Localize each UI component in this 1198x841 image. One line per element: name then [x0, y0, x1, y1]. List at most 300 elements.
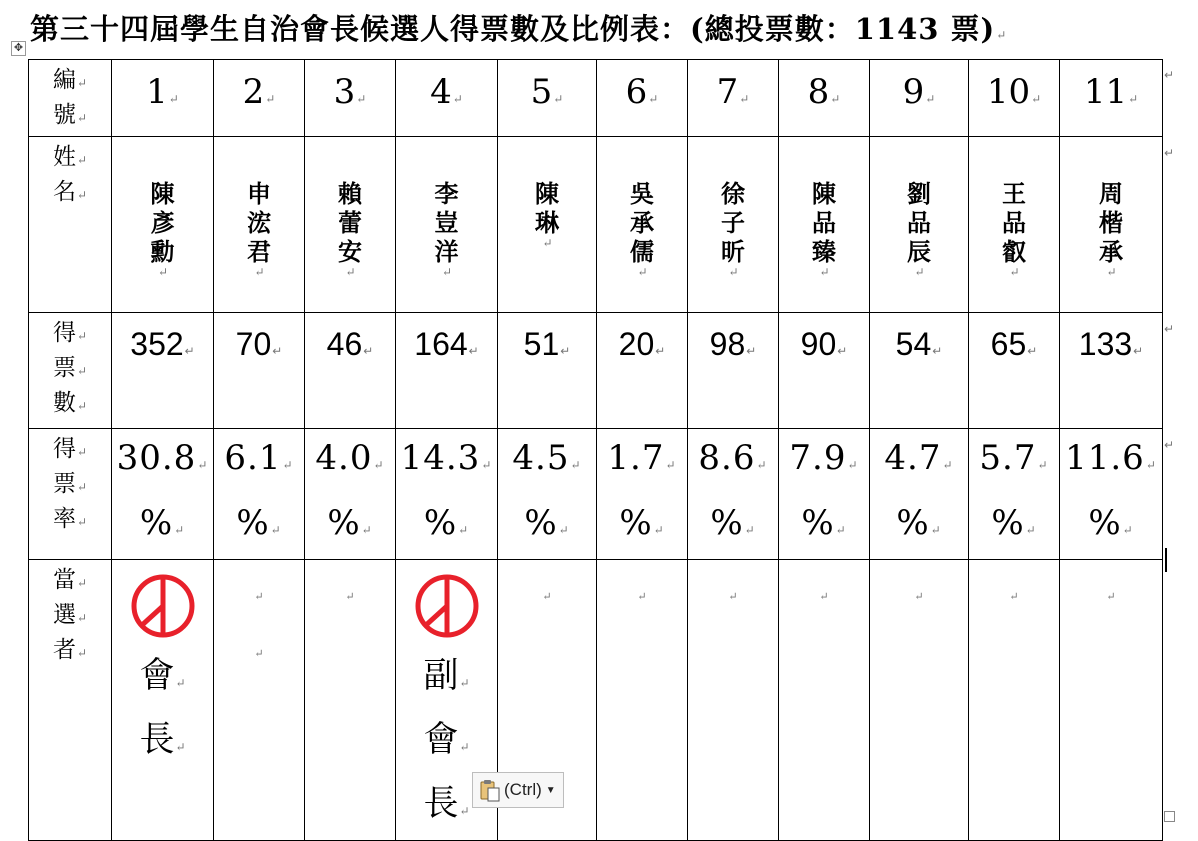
candidate-name	[305, 137, 395, 278]
candidate-name-char: 彥	[150, 208, 175, 237]
paragraph-mark: ↵	[459, 740, 470, 754]
candidate-name-char: 洋	[434, 237, 459, 266]
percent-sign: %	[236, 503, 270, 543]
paragraph-mark: ↵	[728, 590, 738, 603]
candidate-votes-text: 352	[130, 326, 184, 362]
cell-rate[interactable]	[597, 429, 688, 560]
paragraph-mark: ↵	[914, 265, 925, 279]
candidate-name-char: 王	[1002, 179, 1026, 208]
paragraph-mark: ↵	[1122, 523, 1134, 537]
row-header-char: 率	[52, 506, 76, 532]
candidate-rate-value: 14.3	[400, 438, 481, 478]
cell-number[interactable]	[112, 60, 214, 137]
cell-name[interactable]	[688, 137, 779, 313]
cell-votes[interactable]	[1060, 313, 1163, 429]
candidate-votes-text: 133	[1078, 326, 1133, 362]
candidate-number-text: 2	[242, 72, 265, 112]
paragraph-mark: ↵	[76, 364, 88, 378]
candidate-votes-text: 90	[800, 326, 837, 362]
candidate-rate-value: 7.9	[789, 438, 847, 478]
vote-stamp-icon	[129, 572, 197, 640]
cell-votes[interactable]	[969, 313, 1060, 429]
candidate-name	[396, 137, 497, 278]
percent-sign: %	[896, 503, 930, 543]
cell-name[interactable]	[112, 137, 214, 313]
paragraph-mark: ↵	[272, 344, 283, 358]
cell-elected[interactable]	[597, 560, 688, 841]
candidate-name-char: 浤	[247, 208, 271, 237]
paragraph-mark: ↵	[665, 458, 677, 472]
paragraph-mark: ↵	[452, 92, 463, 106]
candidate-rate	[969, 429, 1059, 559]
candidate-number	[112, 60, 213, 129]
candidate-number	[779, 60, 869, 129]
paragraph-mark: ↵	[1145, 458, 1157, 472]
candidate-votes-text: 20	[618, 326, 655, 362]
elected-role-char: 長	[139, 720, 175, 760]
cell-name[interactable]	[396, 137, 498, 313]
paragraph-mark: ↵	[570, 458, 582, 472]
candidate-votes-text: 164	[414, 326, 468, 362]
cell-votes[interactable]	[112, 313, 214, 429]
paragraph-mark: ↵	[930, 523, 942, 537]
paragraph-mark: ↵	[76, 611, 88, 625]
candidate-name-char: 君	[247, 237, 271, 266]
paragraph-mark: ↵	[76, 399, 88, 413]
candidate-name-char: 徐	[721, 179, 745, 208]
cell-name[interactable]	[1060, 137, 1163, 313]
paragraph-mark: ↵	[76, 445, 88, 459]
percent-sign: %	[991, 503, 1025, 543]
candidate-votes-text: 98	[709, 326, 746, 362]
candidate-number	[214, 60, 304, 129]
row-header-rate[interactable]	[29, 429, 112, 560]
candidate-rate	[870, 429, 968, 559]
row-end-mark: ↵	[1164, 68, 1175, 82]
candidate-votes	[969, 313, 1059, 380]
candidate-name-char: 儒	[630, 237, 654, 266]
candidate-votes-text: 65	[990, 326, 1027, 362]
candidate-name-char: 周	[1099, 179, 1123, 208]
cell-elected[interactable]	[214, 560, 305, 841]
candidate-number	[969, 60, 1059, 129]
candidate-number-text: 6	[625, 72, 648, 112]
paragraph-mark: ↵	[558, 523, 570, 537]
row-elected	[29, 560, 1163, 841]
cell-elected[interactable]	[305, 560, 396, 841]
candidate-name-char: 品	[1002, 208, 1026, 237]
paragraph-mark: ↵	[648, 92, 659, 106]
row-header-char: 得	[52, 436, 76, 462]
paragraph-mark: ↵	[363, 344, 374, 358]
cell-name[interactable]	[870, 137, 969, 313]
paragraph-mark: ↵	[76, 576, 88, 590]
candidate-votes	[214, 313, 304, 380]
candidate-votes	[396, 313, 497, 380]
candidate-name-char: 劉	[907, 179, 931, 208]
cell-number[interactable]	[1060, 60, 1163, 137]
candidate-name	[214, 137, 304, 278]
cell-votes[interactable]	[498, 313, 597, 429]
cell-elected[interactable]	[1060, 560, 1163, 841]
paragraph-mark: ↵	[1128, 92, 1139, 106]
candidate-votes	[1060, 313, 1162, 380]
candidate-name	[688, 137, 778, 278]
candidate-rate	[112, 429, 213, 559]
table-resize-handle[interactable]	[1164, 811, 1175, 822]
paragraph-mark: ↵	[1106, 590, 1116, 603]
cell-votes[interactable]	[305, 313, 396, 429]
cell-rate[interactable]	[1060, 429, 1163, 560]
cell-name[interactable]	[969, 137, 1060, 313]
elected-role	[396, 648, 497, 840]
candidate-name-char: 承	[1099, 237, 1123, 266]
row-end-mark: ↵	[1164, 322, 1175, 336]
candidate-name-char: 臻	[812, 237, 836, 266]
candidate-number-text: 8	[807, 72, 830, 112]
candidate-rate	[597, 429, 687, 559]
cell-elected[interactable]	[870, 560, 969, 841]
paragraph-mark: ↵	[184, 344, 195, 358]
paragraph-mark: ↵	[468, 344, 479, 358]
cell-number[interactable]	[498, 60, 597, 137]
candidate-number	[396, 60, 497, 129]
elected-role-char: 會	[423, 720, 459, 760]
row-header-char: 票	[52, 355, 76, 381]
cell-number[interactable]	[969, 60, 1060, 137]
cell-rate[interactable]	[779, 429, 870, 560]
cell-number[interactable]	[688, 60, 779, 137]
candidate-number	[688, 60, 778, 129]
candidate-name-char: 陳	[812, 179, 836, 208]
percent-sign: %	[327, 503, 361, 543]
candidate-votes	[305, 313, 395, 380]
candidate-name-char: 琳	[535, 208, 559, 237]
paragraph-mark: ↵	[914, 590, 924, 603]
percent-sign: %	[524, 503, 558, 543]
paragraph-mark: ↵	[459, 676, 470, 690]
paragraph-mark: ↵	[925, 92, 936, 106]
row-header-char: 姓	[52, 144, 76, 170]
row-header-char: 名	[52, 179, 76, 205]
percent-sign: %	[1088, 503, 1122, 543]
cell-number[interactable]	[305, 60, 396, 137]
candidate-name-char: 吳	[630, 179, 654, 208]
candidate-name-char: 陳	[535, 179, 559, 208]
row-header-elected[interactable]	[29, 560, 112, 841]
candidate-number-text: 5	[530, 72, 553, 112]
candidate-name-char: 陳	[150, 179, 175, 208]
cell-rate[interactable]	[396, 429, 498, 560]
cell-number[interactable]	[870, 60, 969, 137]
candidate-rate	[214, 429, 304, 559]
candidate-name	[112, 137, 213, 278]
candidate-number	[305, 60, 395, 129]
row-end-mark: ↵	[1164, 438, 1175, 452]
candidate-rate	[498, 429, 596, 559]
candidate-number	[1060, 60, 1162, 129]
cell-rate[interactable]	[969, 429, 1060, 560]
candidate-rate-value: 6.1	[224, 438, 282, 478]
cell-name[interactable]	[305, 137, 396, 313]
cell-rate[interactable]	[870, 429, 969, 560]
candidate-name-char: 品	[812, 208, 836, 237]
percent-sign: %	[139, 503, 174, 543]
candidate-votes-text: 46	[326, 326, 363, 362]
cell-elected[interactable]	[112, 560, 214, 841]
cell-elected[interactable]	[779, 560, 870, 841]
candidate-number-text: 9	[902, 72, 925, 112]
paragraph-mark: ↵	[481, 458, 493, 472]
paragraph-mark: ↵	[373, 458, 385, 472]
paragraph-mark: ↵	[1025, 523, 1037, 537]
paragraph-mark: ↵	[459, 804, 470, 818]
paragraph-mark: ↵	[542, 236, 553, 250]
paragraph-mark: ↵	[76, 480, 88, 494]
cell-rate[interactable]	[112, 429, 214, 560]
vote-results-table	[28, 59, 1163, 841]
cell-rate[interactable]	[214, 429, 305, 560]
candidate-name-char: 安	[338, 237, 362, 266]
elected-role	[112, 648, 213, 776]
row-header-char: 者	[52, 637, 76, 663]
paragraph-mark: ↵	[942, 458, 954, 472]
cell-name[interactable]	[214, 137, 305, 313]
candidate-name-char: 楷	[1099, 208, 1123, 237]
candidate-name	[779, 137, 869, 278]
paragraph-mark: ↵	[637, 590, 647, 603]
candidate-name-char: 辰	[907, 237, 931, 266]
candidate-name-char: 李	[434, 179, 459, 208]
candidate-votes-text: 54	[895, 326, 932, 362]
paragraph-mark: ↵	[819, 590, 829, 603]
candidate-votes	[779, 313, 869, 380]
cell-elected[interactable]	[969, 560, 1060, 841]
paragraph-mark: ↵	[1133, 344, 1144, 358]
candidate-number	[870, 60, 968, 129]
candidate-number-text: 3	[333, 72, 356, 112]
candidate-rate-value: 4.0	[315, 438, 373, 478]
candidate-rate-value: 5.7	[979, 438, 1037, 478]
paragraph-mark: ↵	[254, 647, 264, 660]
paragraph-mark: ↵	[655, 344, 666, 358]
candidate-rate-value: 30.8	[116, 438, 197, 478]
paragraph-mark: ↵	[76, 111, 88, 125]
candidate-name-char: 叡	[1002, 237, 1026, 266]
cell-votes[interactable]	[688, 313, 779, 429]
cell-elected[interactable]	[688, 560, 779, 841]
vote-stamp-icon	[413, 572, 481, 640]
cell-votes[interactable]	[779, 313, 870, 429]
candidate-name	[597, 137, 687, 278]
elected-role-char: 長	[423, 784, 459, 824]
paste-options-button[interactable]	[472, 772, 564, 808]
cell-name[interactable]	[498, 137, 597, 313]
candidate-name	[870, 137, 968, 278]
cell-number[interactable]	[779, 60, 870, 137]
percent-sign: %	[710, 503, 744, 543]
paragraph-mark: ↵	[76, 329, 88, 343]
candidate-name-char: 申	[247, 179, 271, 208]
candidate-number-text: 10	[986, 72, 1031, 112]
chevron-down-icon: ▼	[545, 784, 556, 796]
paragraph-mark: ↵	[739, 92, 750, 106]
paragraph-mark: ↵	[835, 523, 847, 537]
paragraph-mark: ↵	[157, 265, 169, 279]
row-header-votes[interactable]	[29, 313, 112, 429]
paragraph-mark: ↵	[441, 265, 453, 279]
paragraph-mark: ↵	[819, 265, 830, 279]
paragraph-mark: ↵	[76, 188, 88, 202]
candidate-votes	[870, 313, 968, 380]
cell-votes[interactable]	[214, 313, 305, 429]
row-header-name[interactable]	[29, 137, 112, 313]
paragraph-mark: ↵	[1009, 265, 1020, 279]
paragraph-mark: ↵	[637, 265, 648, 279]
paragraph-mark: ↵	[282, 458, 294, 472]
cell-votes[interactable]	[597, 313, 688, 429]
percent-sign: %	[801, 503, 835, 543]
cell-votes[interactable]	[396, 313, 498, 429]
candidate-rate-value: 11.6	[1065, 438, 1145, 478]
candidate-votes-text: 51	[523, 326, 560, 362]
candidate-name	[969, 137, 1059, 278]
cell-rate[interactable]	[688, 429, 779, 560]
paragraph-mark: ↵	[197, 458, 209, 472]
paragraph-mark: ↵	[837, 344, 848, 358]
paragraph-mark: ↵	[175, 740, 186, 754]
paragraph-mark: ↵	[254, 590, 264, 603]
clipboard-icon	[479, 778, 501, 802]
paragraph-mark: ↵	[553, 92, 564, 106]
paragraph-mark: ↵	[1106, 265, 1117, 279]
paragraph-mark: ↵	[1027, 344, 1038, 358]
paragraph-mark: ↵	[744, 523, 756, 537]
row-number	[29, 60, 1163, 137]
candidate-rate	[305, 429, 395, 559]
paragraph-mark: ↵	[361, 523, 373, 537]
paragraph-mark: ↵	[1037, 458, 1049, 472]
row-header-char: 號	[52, 102, 76, 128]
candidate-number-text: 4	[430, 72, 452, 112]
cell-votes[interactable]	[870, 313, 969, 429]
paragraph-mark: ↵	[76, 646, 88, 660]
elected-role-char: 會	[139, 656, 175, 696]
candidate-rate-value: 1.7	[607, 438, 665, 478]
paragraph-mark: ↵	[1031, 92, 1042, 106]
cell-number[interactable]	[214, 60, 305, 137]
paragraph-mark: ↵	[356, 92, 367, 106]
paragraph-mark: ↵	[76, 515, 88, 529]
paragraph-mark: ↵	[168, 92, 179, 106]
row-header-char: 編	[52, 67, 76, 93]
row-header-char: 得	[52, 320, 76, 346]
candidate-votes	[688, 313, 778, 380]
paragraph-mark: ↵	[847, 458, 859, 472]
candidate-name-char: 昕	[721, 237, 745, 266]
candidate-rate	[1060, 429, 1162, 559]
candidate-name-char: 子	[721, 208, 745, 237]
candidate-rate-value: 8.6	[698, 438, 756, 478]
cell-rate[interactable]	[498, 429, 597, 560]
paragraph-mark: ↵	[76, 76, 88, 90]
paste-options-label: (Ctrl)	[504, 780, 542, 799]
row-votes	[29, 313, 1163, 429]
row-header-char: 票	[52, 471, 76, 497]
candidate-votes	[597, 313, 687, 380]
paragraph-mark: ↵	[174, 523, 186, 537]
candidate-votes	[112, 313, 213, 380]
paragraph-mark: ↵	[756, 458, 768, 472]
candidate-rate-value: 4.7	[884, 438, 942, 478]
candidate-rate	[688, 429, 778, 559]
candidate-number-text: 7	[716, 72, 739, 112]
candidate-name-char: 賴	[338, 179, 362, 208]
candidate-rate-value: 4.5	[512, 438, 570, 478]
paragraph-mark: ↵	[345, 590, 355, 603]
percent-sign: %	[619, 503, 653, 543]
candidate-number-text: 1	[146, 72, 168, 112]
paragraph-mark: ↵	[1009, 590, 1019, 603]
document-title: 第三十四屆學生自治會長候選人得票數及比例表：(總投票數：1143 票)↵	[30, 12, 1008, 46]
candidate-name	[1060, 137, 1162, 278]
candidate-name-char: 勳	[150, 237, 175, 266]
candidate-name-char: 承	[630, 208, 654, 237]
paragraph-mark: ↵	[270, 523, 282, 537]
paragraph-mark: ↵	[175, 676, 186, 690]
paragraph-mark: ↵	[345, 265, 356, 279]
candidate-rate	[396, 429, 497, 559]
row-header-char: 選	[52, 602, 76, 628]
candidate-number-text: 11	[1083, 72, 1128, 112]
row-header-number[interactable]	[29, 60, 112, 137]
candidate-name-char: 品	[907, 208, 931, 237]
cell-name[interactable]	[779, 137, 870, 313]
candidate-number	[597, 60, 687, 129]
paragraph-mark: ↵	[560, 344, 571, 358]
candidate-name	[498, 137, 596, 249]
percent-sign: %	[423, 503, 458, 543]
paragraph-mark: ↵	[728, 265, 739, 279]
candidate-number	[498, 60, 596, 129]
candidate-votes-text: 70	[235, 326, 272, 362]
paragraph-mark: ↵	[746, 344, 757, 358]
cell-name[interactable]	[597, 137, 688, 313]
row-rate	[29, 429, 1163, 560]
candidate-name-char: 蕾	[338, 208, 362, 237]
paragraph-mark: ↵	[458, 523, 470, 537]
cell-rate[interactable]	[305, 429, 396, 560]
paragraph-mark: ↵	[542, 590, 552, 603]
candidate-name-char: 豈	[434, 208, 459, 237]
elected-role-char: 副	[423, 656, 459, 696]
row-header-char: 數	[52, 390, 76, 416]
paragraph-mark: ↵	[254, 265, 265, 279]
row-header-char: 當	[52, 567, 76, 593]
paragraph-mark: ↵	[76, 153, 88, 167]
paragraph-mark: ↵	[653, 523, 665, 537]
text-cursor	[1165, 548, 1167, 572]
table-move-handle-icon[interactable]: ✥	[11, 41, 26, 56]
row-name	[29, 137, 1163, 313]
cell-number[interactable]	[396, 60, 498, 137]
candidate-votes	[498, 313, 596, 380]
cell-number[interactable]	[597, 60, 688, 137]
row-end-mark: ↵	[1164, 146, 1175, 160]
candidate-rate	[779, 429, 869, 559]
paragraph-mark: ↵	[932, 344, 943, 358]
paragraph-mark: ↵	[830, 92, 841, 106]
